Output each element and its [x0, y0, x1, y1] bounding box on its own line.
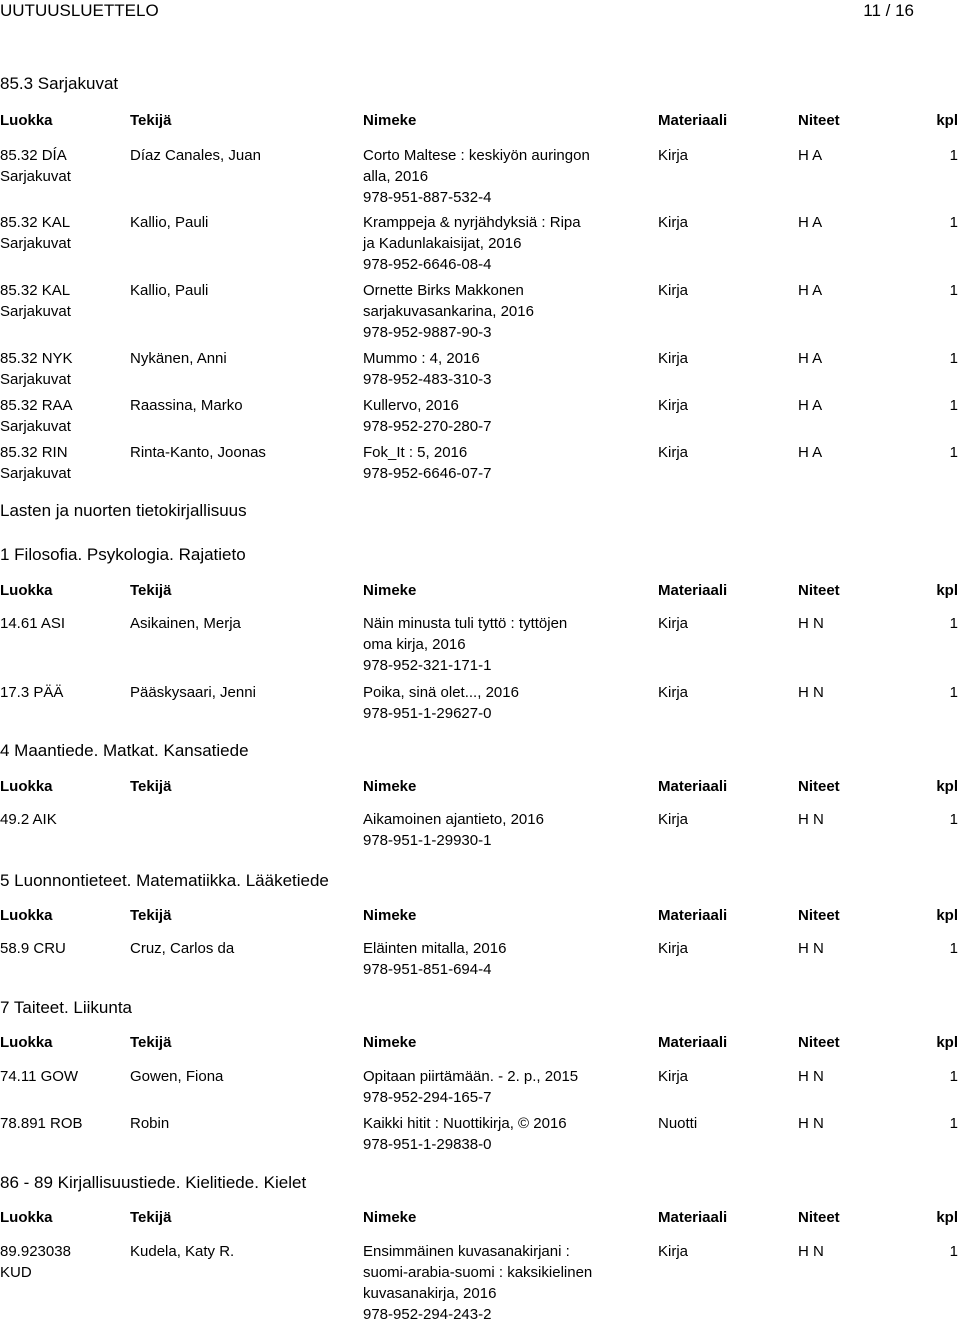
- cell-kpl: 1: [949, 940, 958, 957]
- cell-tekija: Kudela, Katy R.: [130, 1243, 235, 1260]
- cell-luokka: 85.32 DÍA: [0, 147, 67, 164]
- cell-niteet: H N: [798, 615, 824, 632]
- column-header-niteet: Niteet: [798, 582, 840, 599]
- cell-luokka: 74.11 GOW: [0, 1068, 79, 1085]
- cell-luokka: 85.32 KAL: [0, 214, 71, 231]
- cell-kpl: 1: [949, 350, 958, 367]
- cell-kpl: 1: [949, 282, 958, 299]
- column-header-tekija: Tekijä: [130, 112, 172, 129]
- column-header-kpl: kpl: [936, 778, 958, 795]
- group-heading: Lasten ja nuorten tietokirjallisuus: [0, 501, 247, 520]
- column-header-luokka: Luokka: [0, 778, 53, 795]
- cell-materiaali: Kirja: [658, 147, 689, 164]
- cell-niteet: H N: [798, 940, 824, 957]
- column-header-nimeke: Nimeke: [363, 1034, 417, 1051]
- cell-luokka: 58.9 CRU: [0, 940, 66, 957]
- cell-niteet: H A: [798, 350, 823, 367]
- column-header-tekija: Tekijä: [130, 582, 172, 599]
- cell-materiaali: Kirja: [658, 397, 689, 414]
- cell-nimeke: Näin minusta tuli tyttö : tyttöjen: [363, 615, 568, 632]
- column-header-niteet: Niteet: [798, 778, 840, 795]
- cell-luokka: Sarjakuvat: [0, 168, 71, 185]
- cell-luokka: 49.2 AIK: [0, 811, 57, 828]
- column-header-nimeke: Nimeke: [363, 112, 417, 129]
- cell-materiaali: Kirja: [658, 1243, 689, 1260]
- cell-tekija: Díaz Canales, Juan: [130, 147, 261, 164]
- cell-luokka: Sarjakuvat: [0, 418, 71, 435]
- cell-kpl: 1: [949, 1115, 958, 1132]
- cell-nimeke: Poika, sinä olet..., 2016: [363, 684, 519, 701]
- cell-nimeke: Ensimmäinen kuvasanakirjani :: [363, 1243, 570, 1260]
- column-header-niteet: Niteet: [798, 1209, 840, 1226]
- cell-materiaali: Kirja: [658, 1068, 689, 1085]
- cell-nimeke: 978-952-294-243-2: [363, 1306, 492, 1323]
- section-heading: 86 - 89 Kirjallisuustiede. Kielitiede. Kielet: [0, 1173, 307, 1192]
- cell-kpl: 1: [949, 615, 958, 632]
- cell-materiaali: Kirja: [658, 350, 689, 367]
- cell-nimeke: 978-951-1-29838-0: [363, 1136, 492, 1153]
- section-heading: 5 Luonnontieteet. Matematiikka. Lääketiede: [0, 871, 329, 890]
- cell-kpl: 1: [949, 684, 958, 701]
- cell-tekija: Rinta-Kanto, Joonas: [130, 444, 266, 461]
- column-header-tekija: Tekijä: [130, 907, 172, 924]
- column-header-materiaali: Materiaali: [658, 1034, 728, 1051]
- cell-nimeke: Aikamoinen ajantieto, 2016: [363, 811, 544, 828]
- column-header-materiaali: Materiaali: [658, 778, 728, 795]
- column-header-nimeke: Nimeke: [363, 1209, 417, 1226]
- cell-nimeke: oma kirja, 2016: [363, 636, 466, 653]
- column-header-luokka: Luokka: [0, 1034, 53, 1051]
- column-header-kpl: kpl: [936, 1209, 958, 1226]
- cell-luokka: 14.61 ASI: [0, 615, 66, 632]
- cell-niteet: H N: [798, 1068, 824, 1085]
- cell-nimeke: 978-951-1-29627-0: [363, 705, 492, 722]
- cell-nimeke: Ornette Birks Makkonen: [363, 282, 524, 299]
- cell-nimeke: sarjakuvasankarina, 2016: [363, 303, 534, 320]
- column-header-nimeke: Nimeke: [363, 582, 417, 599]
- cell-materiaali: Kirja: [658, 684, 689, 701]
- column-header-kpl: kpl: [936, 907, 958, 924]
- cell-tekija: Raassina, Marko: [130, 397, 243, 414]
- cell-kpl: 1: [949, 444, 958, 461]
- cell-luokka: Sarjakuvat: [0, 465, 71, 482]
- cell-nimeke: 978-951-887-532-4: [363, 189, 492, 206]
- cell-nimeke: Corto Maltese : keskiyön auringon: [363, 147, 590, 164]
- section-heading: 85.3 Sarjakuvat: [0, 74, 119, 93]
- cell-kpl: 1: [949, 1068, 958, 1085]
- cell-tekija: Kallio, Pauli: [130, 282, 209, 299]
- cell-niteet: H N: [798, 1115, 824, 1132]
- cell-luokka: 85.32 RAA: [0, 397, 73, 414]
- cell-nimeke: 978-951-851-694-4: [363, 961, 492, 978]
- column-header-kpl: kpl: [936, 112, 958, 129]
- column-header-kpl: kpl: [936, 582, 958, 599]
- page-title: UUTUUSLUETTELO: [0, 1, 159, 20]
- column-header-tekija: Tekijä: [130, 778, 172, 795]
- cell-nimeke: 978-952-483-310-3: [363, 371, 492, 388]
- cell-luokka: 85.32 KAL: [0, 282, 71, 299]
- column-header-materiaali: Materiaali: [658, 582, 728, 599]
- cell-nimeke: alla, 2016: [363, 168, 429, 185]
- cell-materiaali: Nuotti: [658, 1115, 698, 1132]
- cell-tekija: Nykänen, Anni: [130, 350, 227, 367]
- cell-tekija: Asikainen, Merja: [130, 615, 241, 632]
- cell-tekija: Pääskysaari, Jenni: [130, 684, 256, 701]
- column-header-materiaali: Materiaali: [658, 907, 728, 924]
- column-header-niteet: Niteet: [798, 112, 840, 129]
- column-header-nimeke: Nimeke: [363, 907, 417, 924]
- cell-luokka: Sarjakuvat: [0, 371, 71, 388]
- section-heading: 1 Filosofia. Psykologia. Rajatieto: [0, 545, 246, 564]
- cell-niteet: H A: [798, 282, 823, 299]
- cell-luokka: 89.923038: [0, 1243, 71, 1260]
- column-header-niteet: Niteet: [798, 907, 840, 924]
- section-heading: 7 Taiteet. Liikunta: [0, 998, 132, 1017]
- column-header-tekija: Tekijä: [130, 1034, 172, 1051]
- cell-materiaali: Kirja: [658, 214, 689, 231]
- cell-nimeke: Kaikki hitit : Nuottikirja, © 2016: [363, 1115, 567, 1132]
- cell-luokka: Sarjakuvat: [0, 235, 71, 252]
- cell-kpl: 1: [949, 147, 958, 164]
- page-number: 11 / 16: [863, 1, 914, 20]
- cell-nimeke: Fok_It : 5, 2016: [363, 444, 468, 461]
- cell-nimeke: Kullervo, 2016: [363, 397, 459, 414]
- cell-tekija: Cruz, Carlos da: [130, 940, 235, 957]
- column-header-kpl: kpl: [936, 1034, 958, 1051]
- cell-nimeke: Kramppeja & nyrjähdyksiä : Ripa: [363, 214, 581, 231]
- cell-nimeke: 978-952-6646-07-7: [363, 465, 492, 482]
- cell-luokka: 85.32 RIN: [0, 444, 68, 461]
- cell-materiaali: Kirja: [658, 811, 689, 828]
- cell-niteet: H A: [798, 214, 823, 231]
- cell-niteet: H A: [798, 147, 823, 164]
- cell-luokka: 78.891 ROB: [0, 1115, 83, 1132]
- cell-niteet: H A: [798, 397, 823, 414]
- cell-kpl: 1: [949, 214, 958, 231]
- cell-materiaali: Kirja: [658, 940, 689, 957]
- column-header-luokka: Luokka: [0, 112, 53, 129]
- cell-luokka: KUD: [0, 1264, 32, 1281]
- cell-luokka: 17.3 PÄÄ: [0, 684, 64, 701]
- cell-tekija: Robin: [130, 1115, 170, 1132]
- cell-niteet: H N: [798, 811, 824, 828]
- column-header-luokka: Luokka: [0, 907, 53, 924]
- column-header-materiaali: Materiaali: [658, 112, 728, 129]
- cell-nimeke: ja Kadunlakaisijat, 2016: [363, 235, 522, 252]
- section-heading: 4 Maantiede. Matkat. Kansatiede: [0, 741, 249, 760]
- cell-kpl: 1: [949, 1243, 958, 1260]
- cell-kpl: 1: [949, 811, 958, 828]
- cell-niteet: H A: [798, 444, 823, 461]
- cell-luokka: Sarjakuvat: [0, 303, 71, 320]
- column-header-nimeke: Nimeke: [363, 778, 417, 795]
- column-header-materiaali: Materiaali: [658, 1209, 728, 1226]
- cell-nimeke: 978-952-6646-08-4: [363, 256, 492, 273]
- cell-nimeke: Mummo : 4, 2016: [363, 350, 480, 367]
- cell-nimeke: kuvasanakirja, 2016: [363, 1285, 497, 1302]
- cell-nimeke: 978-951-1-29930-1: [363, 832, 492, 849]
- cell-nimeke: Eläinten mitalla, 2016: [363, 940, 507, 957]
- cell-nimeke: 978-952-270-280-7: [363, 418, 492, 435]
- cell-tekija: Gowen, Fiona: [130, 1068, 224, 1085]
- cell-luokka: 85.32 NYK: [0, 350, 73, 367]
- column-header-niteet: Niteet: [798, 1034, 840, 1051]
- cell-nimeke: Opitaan piirtämään. - 2. p., 2015: [363, 1068, 579, 1085]
- cell-nimeke: 978-952-9887-90-3: [363, 324, 492, 341]
- cell-materiaali: Kirja: [658, 282, 689, 299]
- cell-tekija: Kallio, Pauli: [130, 214, 209, 231]
- cell-nimeke: suomi-arabia-suomi : kaksikielinen: [363, 1264, 593, 1281]
- cell-kpl: 1: [949, 397, 958, 414]
- cell-niteet: H N: [798, 684, 824, 701]
- cell-materiaali: Kirja: [658, 615, 689, 632]
- cell-niteet: H N: [798, 1243, 824, 1260]
- column-header-luokka: Luokka: [0, 582, 53, 599]
- column-header-tekija: Tekijä: [130, 1209, 172, 1226]
- column-header-luokka: Luokka: [0, 1209, 53, 1226]
- cell-nimeke: 978-952-294-165-7: [363, 1089, 492, 1106]
- cell-materiaali: Kirja: [658, 444, 689, 461]
- cell-nimeke: 978-952-321-171-1: [363, 657, 492, 674]
